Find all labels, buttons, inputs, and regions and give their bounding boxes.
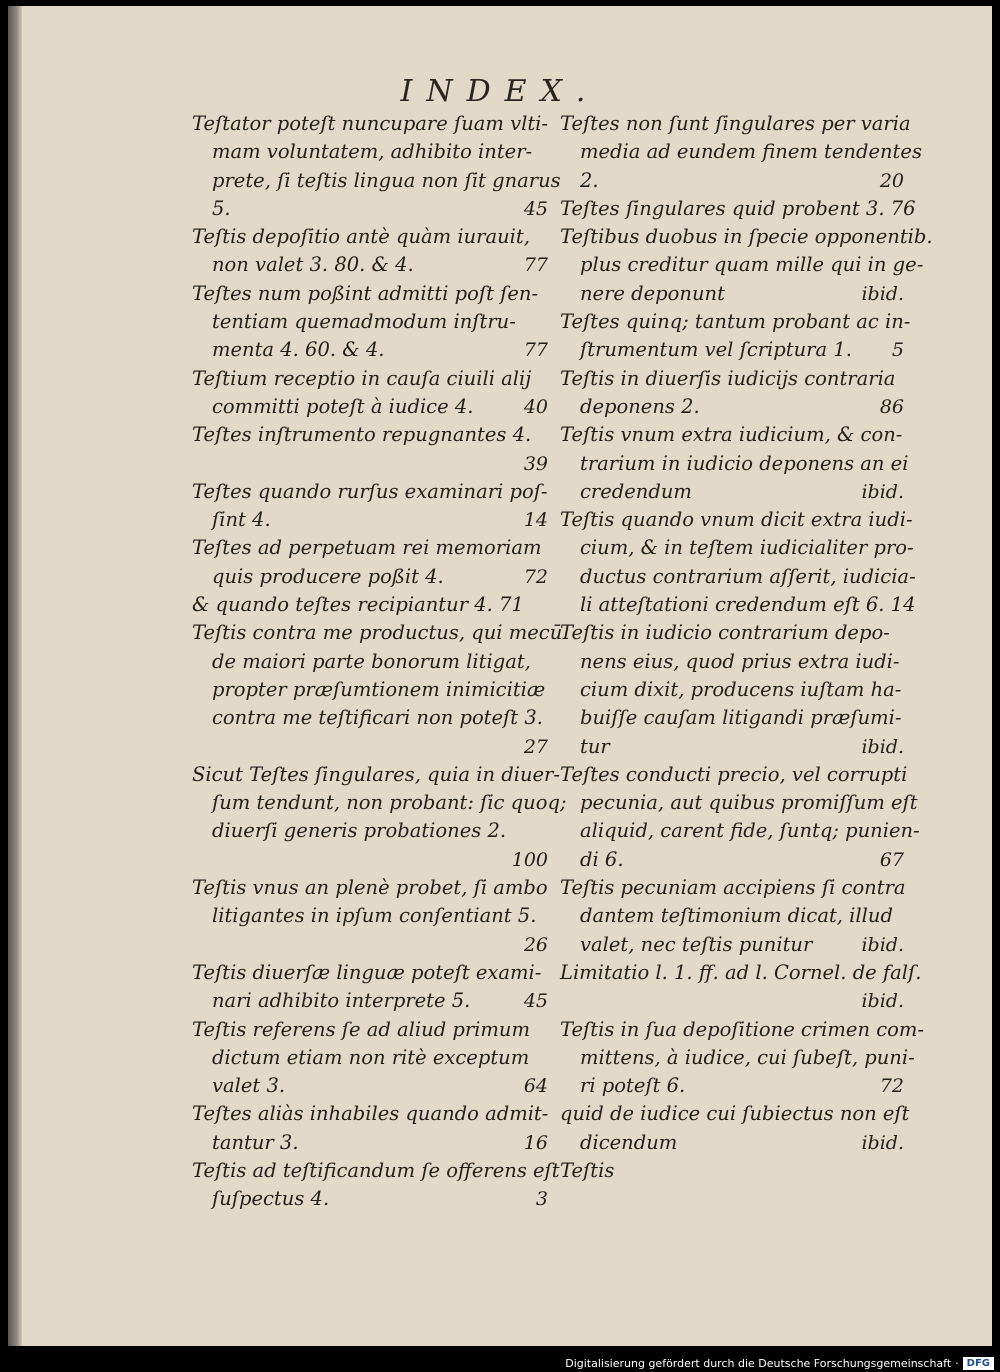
entry-line: Teſtes ſingulares quid probent 3. 76 — [560, 196, 916, 220]
entry-line: plus creditur quam mille qui in ge- — [580, 253, 924, 277]
entry-line: cium, & in teſtem iudicialiter pro- — [580, 536, 914, 560]
entry-line: Teſtes aliàs inhabiles quando admit- — [192, 1102, 549, 1126]
entry-line: ſtrumentum vel ſcriptura 1. 5 — [560, 336, 908, 364]
index-entry — [192, 959, 552, 1016]
index-entry — [560, 1157, 908, 1185]
entry-line: Teſtis pecuniam accipiens ſi contra — [560, 876, 906, 900]
entry-line: Teſtis referens ſe ad aliud primum — [192, 1017, 530, 1041]
footer-separator: · — [955, 1357, 959, 1370]
entry-line: diuerſi generis probationes 2. — [212, 819, 507, 843]
page-reference: 14 — [523, 509, 548, 532]
index-entry — [192, 534, 552, 591]
entry-line: Sicut Teſtes ſingulares, quia in diuer- — [192, 762, 560, 786]
book-page — [8, 6, 992, 1346]
index-entry — [192, 1100, 552, 1157]
entry-line: Teſtes quinq; tantum probant ac in- — [560, 310, 911, 334]
entry-line: ſint 4. 14 — [192, 506, 552, 534]
page-reference: 20 — [879, 169, 904, 192]
page-reference: ibid. — [861, 933, 904, 956]
entry-line: credendum ibid. — [560, 478, 908, 506]
left-column — [192, 110, 567, 1214]
index-entry — [560, 1016, 924, 1101]
entry-line: valet 3. 64 — [192, 1072, 552, 1100]
page-reference: ibid. — [861, 480, 904, 503]
page-reference: 39 — [523, 452, 548, 475]
entry-line: dictum etiam non ritè exceptum — [212, 1045, 530, 1069]
index-entry — [560, 761, 920, 874]
footer-text: Digitalisierung gefördert durch die Deutsche Forschungsgemeinschaft — [565, 1357, 952, 1370]
entry-line: valet, nec teſtis punitur ibid. — [560, 931, 908, 959]
entry-line: buiſſe cauſam litigandi præſumi- — [580, 706, 902, 730]
entry-line: 5. 45 — [192, 195, 552, 223]
dfg-logo: DFG — [963, 1357, 994, 1370]
index-entry — [192, 761, 567, 874]
index-entry — [560, 506, 916, 619]
page-reference-line — [192, 846, 552, 874]
index-entry — [192, 619, 563, 760]
page-reference: ibid. — [861, 735, 904, 758]
entry-line: Teſtes inſtrumento repugnantes 4. — [192, 423, 532, 447]
entry-line: ri poteſt 6. 72 — [560, 1072, 908, 1100]
index-entry — [560, 959, 922, 1016]
page-reference: 27 — [523, 735, 548, 758]
entry-line: quid de iudice cui ſubiectus non eſt — [560, 1102, 910, 1126]
entry-line: media ad eundem finem tendentes — [580, 140, 922, 164]
index-entry — [192, 421, 552, 478]
page-reference-line — [192, 733, 552, 761]
entry-line: Teſtes num poßint admitti poſt ſen- — [192, 281, 539, 305]
book-spine — [8, 6, 22, 1346]
index-entry — [192, 478, 552, 535]
entry-line: nere deponunt ibid. — [560, 280, 908, 308]
entry-line: pecunia, aut quibus promiſſum eſt — [580, 791, 918, 815]
entry-line: Teſtes non ſunt ſingulares per varia — [560, 112, 911, 135]
entry-line: nens eius, quod prius extra iudi- — [580, 649, 900, 673]
index-entry — [560, 619, 908, 760]
index-entry — [560, 110, 922, 195]
entry-line: menta 4. 60. & 4. 77 — [192, 336, 552, 364]
entry-line: aliquid, carent fide, ſuntq; punien- — [580, 819, 920, 843]
index-entry — [192, 365, 552, 422]
footer-credit — [565, 1357, 994, 1370]
entry-line: Limitatio l. 1. ff. ad l. Cornel. de falſ. — [560, 960, 922, 984]
page-header: INDEX. — [400, 74, 600, 109]
entry-line: dicendum ibid. — [560, 1129, 908, 1157]
index-entry — [192, 280, 552, 365]
page-reference-line — [192, 931, 552, 959]
entry-line: dantem teſtimonium dicat, illud — [580, 904, 893, 928]
entry-line: contra me teſtificari non poteſt 3. — [212, 706, 543, 730]
entry-line: tantur 3. 16 — [192, 1129, 552, 1157]
entry-line: li atteſtationi credendum eſt 6. 14 — [580, 593, 916, 617]
entry-line: & quando teſtes recipiantur 4. 71 — [192, 593, 524, 617]
entry-line: Teſtis vnus an plenè probet, ſi ambo — [192, 876, 548, 900]
page-reference: 77 — [523, 339, 548, 362]
entry-line: committi poteſt à iudice 4. 40 — [192, 393, 552, 421]
page-reference: 45 — [523, 197, 548, 220]
index-entry — [560, 223, 933, 308]
entry-line: Teſtis diuerſæ linguæ poteſt exami- — [192, 960, 542, 984]
page-reference: ibid. — [861, 990, 904, 1013]
entry-line: deponens 2. 86 — [560, 393, 908, 421]
entry-line: de maiori parte bonorum litigat, — [212, 649, 531, 673]
entry-line: ductus contrarium aſſerit, iudicia- — [580, 564, 916, 588]
entry-line: Teſtis quando vnum dicit extra iudi- — [560, 508, 913, 532]
entry-line: Teſtis depoſitio antè quàm iurauit, — [192, 225, 530, 249]
entry-line: Teſtis contra me productus, qui mecū — [192, 621, 563, 645]
page-reference: 40 — [523, 395, 548, 418]
index-entry — [192, 1157, 560, 1214]
entry-line: Teſtis — [560, 1158, 615, 1182]
entry-line: mam voluntatem, adhibito inter- — [212, 140, 533, 164]
entry-line: Teſtis ad teſtificandum ſe offerens eſt — [192, 1158, 560, 1182]
index-entry — [192, 874, 552, 959]
index-entry — [192, 591, 552, 619]
right-column — [560, 110, 933, 1185]
page-reference: 5 — [891, 339, 904, 362]
page-reference: ibid. — [861, 1131, 904, 1154]
page-reference: 3 — [535, 1188, 548, 1211]
page-reference-line — [192, 450, 552, 478]
entry-line: Teſtis in iudicio contrarium depo- — [560, 621, 890, 645]
index-entry — [192, 1016, 552, 1101]
entry-line: 2. 20 — [560, 167, 908, 195]
entry-line: Teſtium receptio in cauſa ciuili alij — [192, 366, 532, 390]
entry-line: Teſtes quando rurſus examinari poſ- — [192, 479, 548, 503]
index-entry — [560, 195, 916, 223]
index-entry — [560, 1100, 908, 1157]
page-reference: 16 — [523, 1131, 548, 1154]
index-entry — [192, 223, 552, 280]
entry-line: prete, ſi teſtis lingua non ſit gnarus — [212, 168, 561, 192]
page-reference: 72 — [879, 1075, 904, 1098]
entry-line: Teſtibus duobus in ſpecie opponentib. — [560, 225, 933, 249]
page-reference: 26 — [523, 933, 548, 956]
entry-line: tur ibid. — [560, 733, 908, 761]
page-reference-line — [560, 987, 908, 1015]
entry-line: Teſtis vnum extra iudicium, & con- — [560, 423, 903, 447]
page-reference: 67 — [879, 848, 904, 871]
index-entry — [560, 874, 908, 959]
entry-line: tentiam quemadmodum inſtru- — [212, 310, 516, 334]
page-reference: 77 — [523, 254, 548, 277]
entry-line: propter præſumtionem inimicitiæ — [212, 677, 546, 701]
index-entry — [560, 308, 911, 365]
entry-line: Teſtis in diuerſis iudicijs contraria — [560, 366, 896, 390]
entry-line: mittens, à iudice, cui ſubeſt, puni- — [580, 1045, 915, 1069]
entry-line: quis producere poßit 4. 72 — [192, 563, 552, 591]
entry-line: non valet 3. 80. & 4. 77 — [192, 251, 552, 279]
entry-line: Teſtis in ſua depoſitione crimen com- — [560, 1017, 924, 1041]
entry-line: Teſtes conducti precio, vel corrupti — [560, 762, 908, 786]
entry-line: nari adhibito interprete 5. 45 — [192, 987, 552, 1015]
entry-line: ſuſpectus 4. 3 — [192, 1185, 552, 1213]
page-reference: ibid. — [861, 282, 904, 305]
entry-line: ſum tendunt, non probant: ſic quoq; — [212, 791, 567, 815]
page-reference: 72 — [523, 565, 548, 588]
index-entry — [560, 421, 908, 506]
entry-line: Teſtator poteſt nuncupare ſuam vlti- — [192, 112, 548, 135]
page-reference: 45 — [523, 990, 548, 1013]
page-reference: 86 — [879, 395, 904, 418]
entry-line: di 6. 67 — [560, 846, 908, 874]
page-reference: 64 — [523, 1075, 548, 1098]
entry-line: trarium in iudicio deponens an ei — [580, 451, 909, 475]
index-entry — [192, 110, 561, 223]
index-entry — [560, 365, 908, 422]
entry-line: litigantes in ipſum conſentiant 5. — [212, 904, 537, 928]
entry-line: cium dixit, producens iuſtam ha- — [580, 677, 902, 701]
page-reference: 100 — [511, 848, 548, 871]
entry-line: Teſtes ad perpetuam rei memoriam — [192, 536, 542, 560]
